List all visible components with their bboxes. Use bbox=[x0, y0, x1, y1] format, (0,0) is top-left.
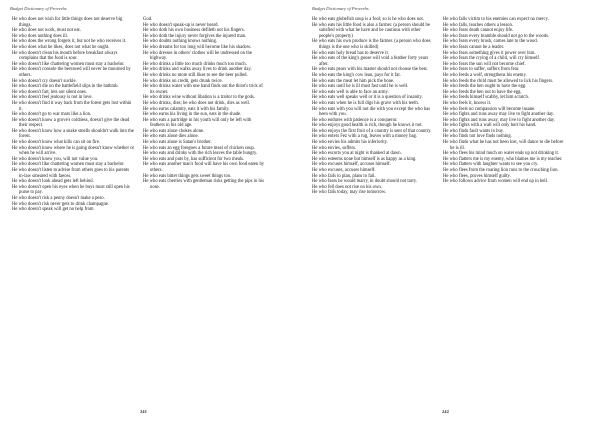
proverb-entry: He who excuses, accuses himself. bbox=[312, 168, 376, 174]
proverb-entry: He who doesn't cry doesn't suckle. bbox=[12, 78, 77, 84]
proverb-entry: He who enjoys the first fruit of a country is sent of that country. bbox=[312, 128, 432, 134]
proverb-entry: He who drinks no more still likes to see the beer pulled. bbox=[143, 72, 248, 78]
right-page bbox=[302, 0, 600, 424]
proverb-entry: He who doesn't know you, will not value you. bbox=[12, 156, 99, 162]
proverb-entry: He who doesn't listen to advise from others goes to his parents in-law smeared with faeces. bbox=[12, 168, 130, 179]
proverb-entry: He who doesn't die on the battlefield slips in the bathtub. bbox=[12, 84, 119, 90]
proverb-entry: He who drinks water with one hand finds out the thirst's trick of its owner. bbox=[143, 84, 263, 95]
proverb-entry: He who envies his admits his inferiority. bbox=[312, 140, 388, 146]
proverb-entry: He who dresses in others' clothes will be undressed on the highway. bbox=[143, 50, 252, 62]
proverb-entry: He who eats until he is ill must fast until he is well. bbox=[312, 84, 409, 90]
proverb-entry: He who feeds himself scabby, let him scratch. bbox=[443, 95, 529, 101]
proverb-entry: He who eats and drinks with the rich leaves the table hungry. bbox=[143, 151, 258, 157]
proverb-entry: He who eats holy bread has to deserve it. bbox=[312, 50, 389, 56]
column bbox=[443, 17, 566, 185]
proverb-entry: He who doesn't clean his mouth before breakfast always complains that the food is sour. bbox=[12, 50, 118, 62]
proverb-entry: God. bbox=[143, 17, 153, 22]
proverb-entry: He who doesn't know how a snake smells shouldn't walk into the forest. bbox=[12, 128, 134, 140]
proverb-entry: He who earns his living in the sun, eats in the shade. bbox=[143, 112, 242, 118]
proverb-entry: He who falls, teaches others a lesson. bbox=[443, 22, 514, 28]
proverb-entry: He who feeds the hen ought to have the egg. bbox=[443, 84, 527, 90]
proverb-entry: He who eats with you will not die with you except the who has been with you. bbox=[312, 106, 431, 118]
proverb-entry: He who feels no compassion will become insane. bbox=[443, 106, 536, 112]
page-number: 242 bbox=[442, 409, 449, 414]
proverb-entry: He who drinks a little too much drinks much too much. bbox=[143, 61, 247, 67]
proverb-entry: He who escorts you at night is thanked at dawn. bbox=[312, 151, 402, 157]
proverb-entry: He who eats his little food is also a farmer. (a person should be satisfied with what he have and be cautious with other people's property) bbox=[312, 22, 430, 39]
proverb-entry: He who fights with a wall will only hurt his hand. bbox=[443, 123, 537, 129]
proverb-entry: He who eats bitter things gets sweet things too. bbox=[143, 173, 232, 179]
proverb-entry: He who fears death cannot enjoy life. bbox=[443, 28, 514, 34]
proverb-entry: He who earns calamity, eats it with his family. bbox=[143, 106, 230, 112]
proverb-entry: He who excuses himself, accuses himself. bbox=[312, 162, 391, 168]
proverb-entry: He who doesn't like chattering women must stay a bachelor. bbox=[12, 162, 125, 168]
proverb-entry: He who endures with patience is a conqueror. bbox=[312, 117, 398, 123]
proverb-entry: He who eats alone dies alone. bbox=[143, 134, 199, 140]
proverb-entry: He who eats alone is Satan's brother. bbox=[143, 140, 212, 146]
proverb-entry: He who drinks, dies; he who does not drink, dies as well. bbox=[143, 100, 251, 106]
proverb-entry: He who enters Fez with a rug, leaves with a money bag. bbox=[312, 134, 418, 140]
proverb-entry: He who eats globefish soup is a fool; so is he who does not. bbox=[312, 17, 424, 22]
proverb-entry: He who dreams for too long will become like his shadow. bbox=[143, 44, 252, 50]
proverb-entry: He who doth his own business defileth not his fingers. bbox=[143, 28, 245, 34]
proverb-entry: He who feeds a wolf, strengthens his enemy. bbox=[443, 72, 527, 78]
proverb-entry: He who flees, proves himself guilty. bbox=[443, 173, 511, 179]
proverb-entry: He who fears he would marry, in doubt should not tarry. bbox=[312, 179, 418, 185]
proverb-entry: He who doesn't console the bereaved will never be mourned by others. bbox=[12, 67, 131, 78]
proverb-entry: He who doesn't feel jealousy is not in love. bbox=[12, 95, 93, 101]
proverb-entry: He who esteems none but himself is as happy as a king. bbox=[312, 156, 417, 162]
proverb-entry: He who drinks and walks away lives to drink another day. bbox=[143, 67, 252, 73]
proverb-entry: He who doesn't know what kills can sit on fire. bbox=[12, 140, 101, 146]
proverb-entry: He who flatters me is my enemy, who blames me is my teacher. bbox=[443, 156, 563, 162]
proverb-entry: He who eats his own produce is the farmer. (a person who does things is the one who is skilled) bbox=[312, 39, 431, 50]
running-header: Budget Dictionary of Proverbs bbox=[312, 6, 369, 11]
proverb-entry: He who eats the meat let him pick the bone. bbox=[312, 78, 395, 84]
proverb-entry: He who eats cherries with gentleman risks getting the pips in his nose. bbox=[143, 179, 264, 190]
proverb-entry: He who feeds the hen out to have the egg. bbox=[443, 89, 522, 95]
proverb-entry: He who drinks on credit, gets drunk twice. bbox=[143, 78, 223, 84]
proverb-entry: He who fears every bramble should not go to the woods. bbox=[443, 33, 550, 39]
proverb-entry: He who doth the injury never forgives the injured man. bbox=[143, 33, 247, 39]
column bbox=[12, 17, 135, 213]
proverb-entry: He who fears to suffer, suffers from fear. bbox=[443, 67, 520, 73]
proverb-entry: He who eats the king's cow lean, pays for it fat. bbox=[312, 72, 401, 78]
proverb-entry: He who eats another man's food will have his own food eaten by others. bbox=[143, 162, 265, 174]
page-number: 241 bbox=[140, 409, 147, 414]
proverb-entry: He who doesn't know a grove's coldness, doesn't give the dead their respect. bbox=[12, 117, 130, 129]
proverb-entry: He who eats pears with his master should not choose the best. bbox=[312, 67, 428, 73]
proverb-entry: He who flatters with laughter wants to see you cry. bbox=[443, 162, 539, 168]
proverb-entry: He who enjoys good health is rich, though he knows it not. bbox=[312, 123, 423, 129]
proverb-entry: He who doesn't look ahead gets left behind. bbox=[12, 179, 94, 185]
running-header: Budget Dictionary of Proverbs bbox=[10, 6, 67, 11]
proverb-entry: He who doesn't know where he is going doesn't know whether or when he will arrive. bbox=[12, 145, 135, 157]
proverb-entry: He who does the wrong forgets it, but not he who receives it. bbox=[12, 39, 127, 45]
proverb-entry: He who eats of the king's goose will void a feather forty years after. bbox=[312, 56, 429, 67]
proverb-entry: He who doesn't like chattering women must stay a bachelor. bbox=[12, 61, 125, 67]
proverb-entry: He who doesn't go to war mars like a lion. bbox=[12, 112, 92, 118]
proverb-entry: He who falls victim to his enemies can expect no mercy. bbox=[443, 17, 549, 22]
proverb-entry: He who eats well speaks well or it is a question of insanity. bbox=[312, 95, 423, 101]
left-page bbox=[0, 0, 298, 424]
proverb-entry: He who eats alone chokes alone. bbox=[143, 128, 205, 134]
proverb-entry: He who feels it, knows it. bbox=[443, 100, 492, 106]
proverb-entry: He who does not work, must not eat. bbox=[12, 28, 81, 34]
proverb-entry: He who fears something gives it power over him. bbox=[443, 50, 536, 56]
proverb-entry: He who fears the crying of a child, will cry himself. bbox=[443, 56, 541, 62]
proverb-entry: He who eats a partridge in his youth will only be left with feathers in his old age. bbox=[143, 117, 252, 129]
proverb-entry: He who fears cannot be a leader. bbox=[443, 44, 505, 50]
proverb-entry: He who eats well is able to face an army. bbox=[312, 89, 389, 95]
proverb-entry: He who feeds the child must be allowed to lick his fingers. bbox=[443, 78, 554, 84]
proverb-entry: He who follows advice from women will end up in hell. bbox=[443, 179, 549, 185]
proverb-entry: He who doesn't open his eyes when he buys must still open his purse to pay. bbox=[12, 184, 130, 196]
proverb-entry: He who does nothing does ill. bbox=[12, 33, 68, 39]
proverb-entry: He who flees his mind much on water ends up not drinking it. bbox=[443, 151, 559, 157]
proverb-entry: He who fails today, may rise tomorrow. bbox=[312, 190, 387, 196]
proverb-entry: He who fell does not rise on his own. bbox=[312, 184, 382, 190]
column bbox=[312, 17, 435, 196]
proverb-entry: He who envies, suffers. bbox=[312, 145, 357, 151]
proverb-entry: He who finds fault wants to buy. bbox=[443, 128, 505, 134]
proverb-entry: He who eats when he is full digs his grave with his teeth. bbox=[312, 100, 419, 106]
proverb-entry: He who doesn't find it way back from the forest gets lost within it. bbox=[12, 100, 132, 112]
proverb-entry: He who fights and runs away, may live to fight another day. bbox=[443, 117, 555, 123]
proverb-entry: He who doesn't speak will get no help from bbox=[12, 207, 94, 213]
proverb-entry: He who does not wish for little things does not deserve big things. bbox=[12, 17, 123, 28]
proverb-entry: He who fails to plan, plans to fail. bbox=[312, 173, 376, 179]
proverb-entry: He who flees from the roaring lion runs to the crouching lion. bbox=[443, 168, 559, 174]
proverb-entry: He who fears every brush, comes late to the wood. bbox=[443, 39, 538, 45]
proverb-entry: He who doesn't risk never gets to drink champagne. bbox=[12, 201, 110, 207]
proverb-entry: He who doesn't speak-up is never heard. bbox=[143, 22, 219, 28]
proverb-entry: He who drinks wine without libation is a traitor to the gods. bbox=[143, 95, 255, 101]
proverb-entry: He who does what he likes, does not what he ought. bbox=[12, 44, 110, 50]
proverb-entry: He who finds what he has not been lost, will dance to die before he is ill. bbox=[443, 140, 564, 151]
proverb-entry: He who eats and puts by, has sufficient for two meals. bbox=[143, 156, 245, 162]
proverb-entry: He who eats an egg foregoes a future meal of chicken soup. bbox=[143, 145, 255, 151]
proverb-entry: He who doubts nothing knows nothing. bbox=[143, 39, 217, 45]
column bbox=[143, 17, 266, 190]
proverb-entry: He who finds not love finds nothing. bbox=[443, 134, 512, 140]
proverb-entry: He who fights and runs away may live to fight another day. bbox=[443, 112, 555, 118]
proverb-entry: He who doesn't risk a penny doesn't make a peso. bbox=[12, 196, 105, 201]
proverb-entry: He who fears the sun will not become chief. bbox=[443, 61, 526, 67]
proverb-entry: He who doesn't fart, lets out silent ones. bbox=[12, 89, 87, 95]
